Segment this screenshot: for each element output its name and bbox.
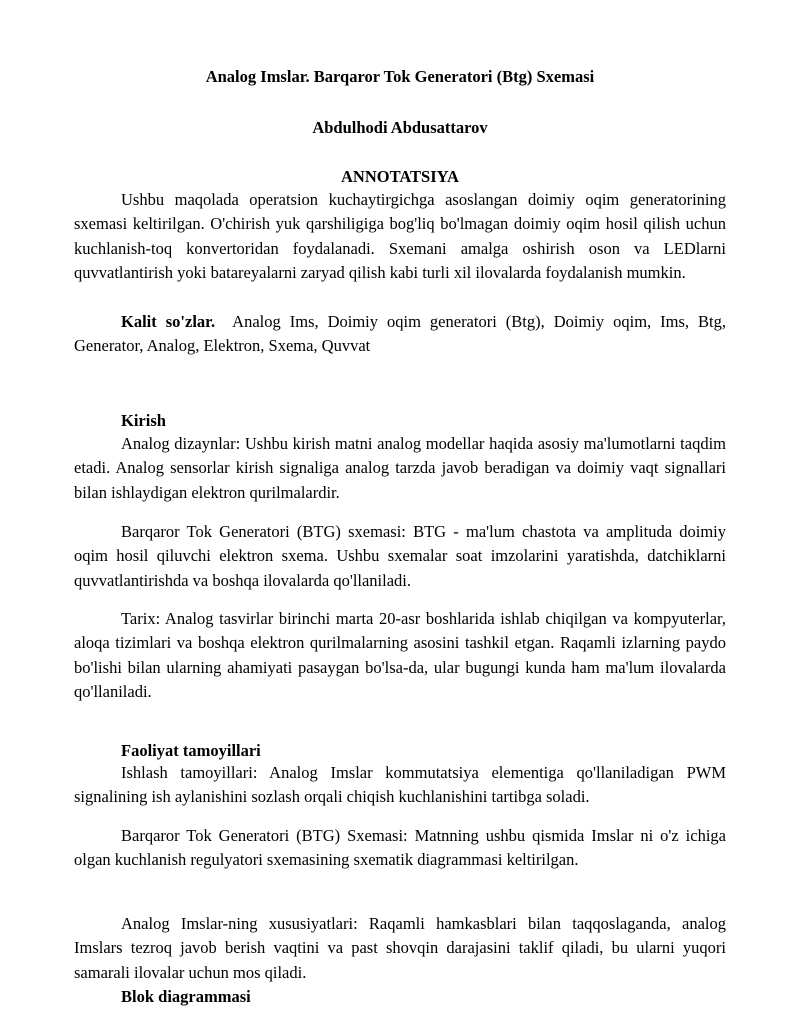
abstract-heading: ANNOTATSIYA [341,167,459,186]
section-paragraph: Barqaror Tok Generatori (BTG) sxemasi: BTG - ma'lum chastota va amplituda doimiy oqim hosil qiluvchi elektron sxema. Ushbu sxemalar soat imzolarini yaratishda, datchiklarni quvvatlantirishda va boshqa ilovalarda qo'llaniladi. [74,522,726,590]
paper-title: Analog Imslar. Barqaror Tok Generatori (Btg) Sxemasi [205,67,595,86]
keywords-label: Kalit so'zlar. [121,312,216,331]
section-paragraph: Analog Imslar-ning xususiyatlari: Raqamli hamkasblari bilan taqqoslaganda, analog Imslars tezroq javob berish vaqtini va past shovqin darajasini taklif qiladi, bu ularni yuqori samarali ilovalar uchun mos qiladi. [74,914,726,982]
keywords-text: Analog Ims, Doimiy oqim generatori (Btg), Doimiy oqim, Ims, Btg, Generator, Analog, Elektron, Sxema, Quvvat [74,312,726,356]
section-paragraph: Analog dizaynlar: Ushbu kirish matni analog modellar haqida asosiy ma'lumotlarni taqdim etadi. Analog sensorlar kirish signaliga analog tarzda javob beradigan va doimiy vaqt signallari bilan ishlaydigan elektron qurilmalardir. [74,434,726,502]
section-heading-blok-diagrammasi: Blok diagrammasi [121,987,251,1006]
paper-author: Abdulhodi Abdusattarov [312,118,488,137]
abstract-text: Ushbu maqolada operatsion kuchaytirgichga asoslangan doimiy oqim generatorining sxemasi keltirilgan. O'chirish yuk qarshiligiga bog'liq bo'lmagan doimiy oqim hosil qilish uchun kuchlanish-toq konvertoridan foydalanadi. Sxemani amalga oshirish oson va LEDlarni quvvatlantirish yoki batareyalarni zaryad qilish kabi turli xil ilovalarda foydalanish mumkin. [74,190,726,282]
keywords-paragraph [74,310,726,359]
section-heading-faoliyat-tamoyillari: Faoliyat tamoyillari [121,741,261,760]
section-paragraph: Ishlash tamoyillari: Analog Imslar kommutatsiya elementiga qo'llaniladigan PWM signalining ish aylanishini sozlash orqali chiqish kuchlanishini tartibga soladi. [74,763,726,807]
section-paragraph: Tarix: Analog tasvirlar birinchi marta 20-asr boshlarida ishlab chiqilgan va kompyuterlar, aloqa tizimlari va boshqa elektron qurilmalarning asosini tashkil etgan. Raqamli izlarning paydo bo'lishi bilan ularning ahamiyati pasaygan bo'lsa-da, ular bugungi kunda ham ma'lum ilovalarda qo'llaniladi. [74,609,726,701]
section-heading-kirish: Kirish [121,411,166,430]
section-paragraph: Barqaror Tok Generatori (BTG) Sxemasi: Matnning ushbu qismida Imslar ni o'z ichiga olgan kuchlanish regulyatori sxemasining sxematik diagrammasi keltirilgan. [74,826,726,870]
